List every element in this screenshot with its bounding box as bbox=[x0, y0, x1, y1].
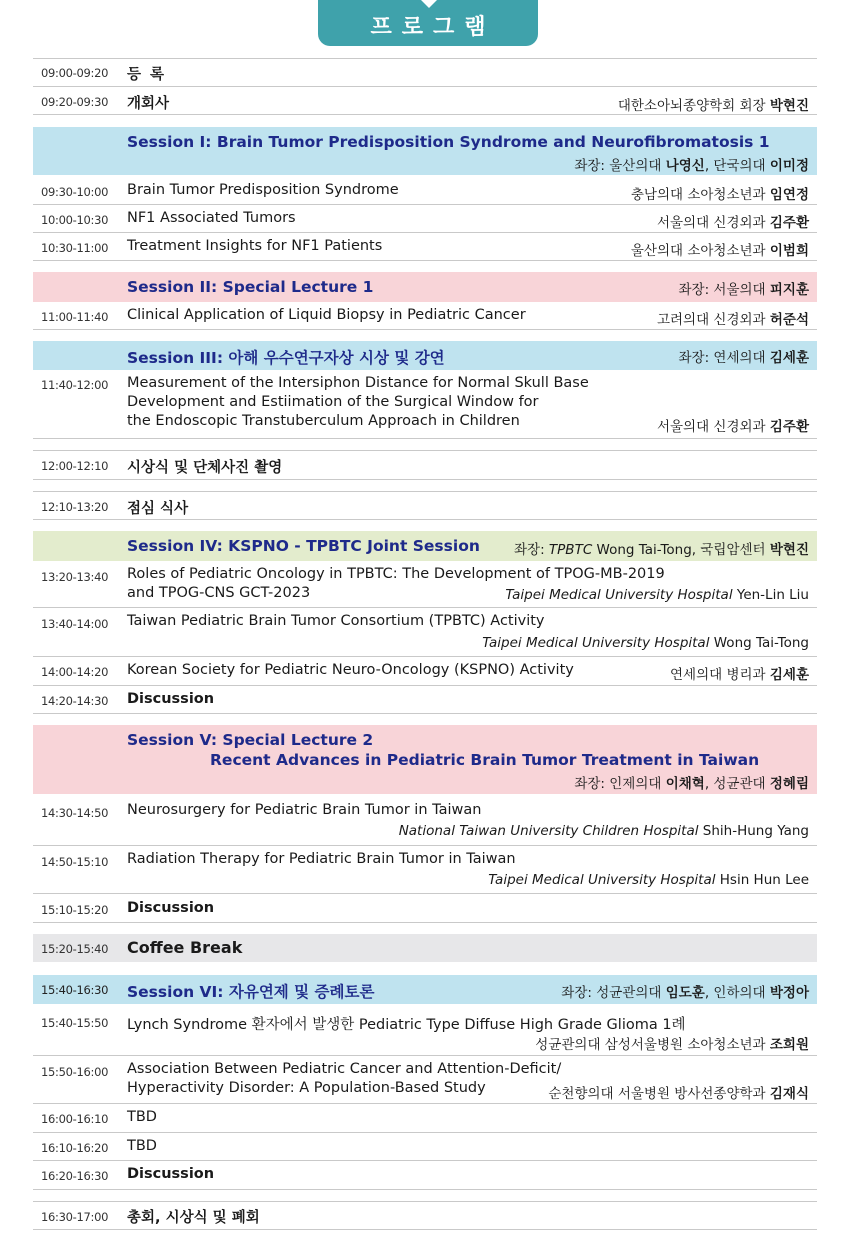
row-title: 점심 식사 bbox=[127, 501, 189, 517]
divider bbox=[33, 519, 817, 520]
chair-prefix: 좌장: 서울의대 bbox=[678, 282, 770, 298]
speaker-name: 허준석 bbox=[769, 312, 809, 328]
row-title: Brain Tumor Predisposition Syndrome bbox=[127, 182, 399, 198]
speaker bbox=[670, 663, 809, 683]
chair-org: TPBTC bbox=[548, 542, 593, 558]
time: 10:30-11:00 bbox=[41, 241, 109, 255]
chair-mid: , 국립암센터 bbox=[691, 542, 770, 558]
schedule-row bbox=[33, 205, 817, 233]
row-title: NF1 Associated Tumors bbox=[127, 210, 296, 226]
session-title-line: Recent Advances in Pediatric Brain Tumor Treatment in Taiwan bbox=[210, 751, 760, 769]
speaker-name: Wong Tai-Tong bbox=[713, 635, 809, 651]
speaker-affiliation: 연세의대 병리과 bbox=[670, 667, 770, 683]
schedule-row bbox=[33, 797, 817, 845]
session-title: Session II: Special Lecture 1 bbox=[127, 278, 374, 296]
speaker-name: Yen-Lin Liu bbox=[736, 587, 809, 603]
time: 09:30-10:00 bbox=[41, 185, 109, 199]
row-title: Treatment Insights for NF1 Patients bbox=[127, 238, 383, 254]
speaker-affiliation: 성균관의대 삼성서울병원 소아청소년과 bbox=[535, 1037, 770, 1053]
speaker-name: 김세훈 bbox=[769, 667, 809, 683]
time: 16:20-16:30 bbox=[41, 1169, 109, 1183]
schedule-row bbox=[33, 86, 817, 114]
session-6-band bbox=[33, 975, 817, 1004]
row-title: Lynch Syndrome 환자에서 발생한 Pediatric Type Diffuse High Grade Glioma 1례 bbox=[127, 1017, 686, 1033]
speaker-affiliation: 서울의대 신경외과 bbox=[656, 419, 770, 435]
chair-name: 정혜림 bbox=[769, 776, 809, 792]
divider bbox=[33, 260, 817, 261]
time: 14:20-14:30 bbox=[41, 694, 109, 708]
speaker-affiliation: 고려의대 신경외과 bbox=[656, 312, 770, 328]
page-title: 프로그램 bbox=[370, 15, 496, 40]
session-title: Session III: 아해 우수연구자상 시상 및 강연 bbox=[127, 349, 445, 367]
divider bbox=[33, 922, 817, 923]
time: 13:40-14:00 bbox=[41, 617, 109, 631]
session-chair bbox=[678, 278, 809, 298]
chair-prefix: 좌장: 연세의대 bbox=[678, 350, 770, 366]
divider bbox=[33, 713, 817, 714]
speaker-affiliation: Taipei Medical University Hospital bbox=[482, 635, 714, 651]
time: 14:00-14:20 bbox=[41, 665, 109, 679]
speaker bbox=[548, 1082, 809, 1102]
time: 12:00-12:10 bbox=[41, 459, 109, 473]
row-title: 등 록 bbox=[127, 67, 165, 83]
speaker bbox=[618, 94, 809, 114]
schedule-row bbox=[33, 302, 817, 330]
session-3-band bbox=[33, 341, 817, 370]
chair-prefix: 좌장: 성균관의대 bbox=[561, 985, 666, 1001]
row-title: Discussion bbox=[127, 691, 215, 707]
session-chair bbox=[574, 772, 809, 792]
schedule-row bbox=[33, 846, 817, 894]
row-title: Taiwan Pediatric Brain Tumor Consortium (TPBTC) Activity bbox=[127, 613, 545, 629]
row-title: TBD bbox=[127, 1109, 157, 1125]
row-title: Clinical Application of Liquid Biopsy in Pediatric Cancer bbox=[127, 307, 526, 323]
session-chair bbox=[678, 346, 809, 366]
chair-prefix: 좌장: 인제의대 bbox=[574, 776, 666, 792]
speaker bbox=[657, 211, 809, 231]
session-chair bbox=[561, 981, 809, 1001]
schedule-row bbox=[33, 1104, 817, 1132]
speaker-affiliation: 서울의대 신경외과 bbox=[656, 215, 770, 231]
speaker-name: 조희원 bbox=[769, 1037, 809, 1053]
schedule-row bbox=[33, 562, 817, 608]
time: 15:20-15:40 bbox=[41, 942, 109, 956]
time: 16:30-17:00 bbox=[41, 1210, 109, 1224]
speaker bbox=[657, 415, 809, 435]
speaker-affiliation: Taipei Medical University Hospital bbox=[505, 587, 737, 603]
schedule-row bbox=[33, 451, 817, 479]
schedule-row bbox=[33, 657, 817, 685]
time: 15:40-15:50 bbox=[41, 1016, 109, 1030]
row-title: Neurosurgery for Pediatric Brain Tumor in Taiwan bbox=[127, 802, 482, 818]
session-5-band bbox=[33, 725, 817, 794]
program-header-tab bbox=[318, 0, 538, 46]
speaker-affiliation: 순천향의대 서울병원 방사선종양학과 bbox=[548, 1086, 770, 1102]
chair-name: Wong Tai-Tong bbox=[592, 542, 692, 558]
chair-prefix: 좌장: 울산의대 bbox=[574, 158, 666, 174]
row-title-line: Hyperactivity Disorder: A Population-Based Study bbox=[127, 1080, 486, 1096]
schedule-row bbox=[33, 492, 817, 520]
session-title: Session IV: KSPNO - TPBTC Joint Session bbox=[127, 537, 480, 555]
speaker-name: 김주환 bbox=[769, 419, 809, 435]
session-chair bbox=[574, 154, 809, 174]
schedule-row bbox=[33, 1133, 817, 1161]
row-title: TBD bbox=[127, 1138, 157, 1154]
chair-name: 이미정 bbox=[769, 158, 809, 174]
time: 10:00-10:30 bbox=[41, 213, 109, 227]
speaker-name: Hsin Hun Lee bbox=[719, 872, 809, 888]
speaker-affiliation: Taipei Medical University Hospital bbox=[488, 872, 720, 888]
session-title-line: Session V: Special Lecture 2 bbox=[127, 731, 374, 749]
chair-name: 박현진 bbox=[769, 542, 809, 558]
chair-mid: , 단국의대 bbox=[704, 158, 770, 174]
header-notch bbox=[421, 0, 437, 8]
time: 16:00-16:10 bbox=[41, 1112, 109, 1126]
speaker-affiliation: 울산의대 소아청소년과 bbox=[630, 243, 770, 259]
speaker-name: 박현진 bbox=[769, 98, 809, 114]
row-title: Discussion bbox=[127, 1166, 215, 1182]
schedule-row bbox=[33, 686, 817, 713]
chair-mid: , 인하의대 bbox=[704, 985, 770, 1001]
schedule-row bbox=[33, 608, 817, 656]
speaker-affiliation: 충남의대 소아청소년과 bbox=[630, 187, 770, 203]
speaker bbox=[505, 587, 809, 603]
chair-prefix: 좌장: bbox=[514, 542, 549, 558]
time: 16:10-16:20 bbox=[41, 1141, 109, 1155]
chair-name: 이채혁 bbox=[665, 776, 705, 792]
schedule-row bbox=[33, 1056, 817, 1103]
session-1-band bbox=[33, 127, 817, 175]
time: 13:20-13:40 bbox=[41, 570, 109, 584]
schedule-row bbox=[33, 1008, 817, 1055]
speaker bbox=[482, 635, 809, 651]
time: 15:50-16:00 bbox=[41, 1065, 109, 1079]
time: 15:10-15:20 bbox=[41, 903, 109, 917]
session-title: Session VI: 자유연제 및 증례토론 bbox=[127, 983, 375, 1001]
row-title: 개회사 bbox=[127, 96, 170, 112]
divider bbox=[33, 329, 817, 330]
row-title-line: and TPOG-CNS GCT-2023 bbox=[127, 585, 311, 601]
divider bbox=[33, 1229, 817, 1230]
row-title-line: Roles of Pediatric Oncology in TPBTC: The Development of TPOG-MB-2019 bbox=[127, 566, 665, 582]
speaker-name: 이범희 bbox=[769, 243, 809, 259]
speaker-affiliation: 대한소아뇌종양학회 회장 bbox=[617, 98, 770, 114]
speaker bbox=[657, 308, 809, 328]
schedule-row bbox=[33, 233, 817, 261]
time: 09:20-09:30 bbox=[41, 95, 109, 109]
time: 12:10-13:20 bbox=[41, 500, 109, 514]
chair-name: 나영신 bbox=[665, 158, 705, 174]
chair-name: 김세훈 bbox=[769, 350, 809, 366]
speaker bbox=[399, 823, 809, 839]
chair-name: 피지훈 bbox=[769, 282, 809, 298]
speaker-name: 김주환 bbox=[769, 215, 809, 231]
session-2-band bbox=[33, 272, 817, 302]
chair-mid: , 성균관대 bbox=[704, 776, 770, 792]
row-title: 시상식 및 단체사진 촬영 bbox=[127, 460, 283, 476]
row-title: Radiation Therapy for Pediatric Brain Tumor in Taiwan bbox=[127, 851, 516, 867]
speaker bbox=[631, 183, 809, 203]
speaker bbox=[535, 1033, 809, 1053]
divider bbox=[33, 114, 817, 115]
time: 11:00-11:40 bbox=[41, 310, 109, 324]
divider bbox=[33, 438, 817, 439]
time: 11:40-12:00 bbox=[41, 378, 109, 392]
divider bbox=[33, 1189, 817, 1190]
row-title: Korean Society for Pediatric Neuro-Oncology (KSPNO) Activity bbox=[127, 662, 574, 678]
row-title: Discussion bbox=[127, 900, 215, 916]
divider bbox=[33, 479, 817, 480]
time: 14:50-15:10 bbox=[41, 855, 109, 869]
time: 09:00-09:20 bbox=[41, 66, 109, 80]
speaker-affiliation: National Taiwan University Children Hospital bbox=[398, 823, 703, 839]
speaker-name: 임연정 bbox=[769, 187, 809, 203]
coffee-break-band bbox=[33, 934, 817, 962]
schedule-row bbox=[33, 58, 817, 86]
speaker-name: Shih-Hung Yang bbox=[702, 823, 809, 839]
speaker bbox=[488, 872, 809, 888]
schedule-row bbox=[33, 370, 817, 438]
row-title-line: Association Between Pediatric Cancer and Attention-Deficit/ bbox=[127, 1061, 562, 1077]
row-title-line: Development and Estiimation of the Surgical Window for bbox=[127, 394, 539, 410]
chair-name: 박정아 bbox=[769, 985, 809, 1001]
session-chair bbox=[514, 538, 809, 558]
chair-name: 임도훈 bbox=[665, 985, 705, 1001]
row-title: Coffee Break bbox=[127, 938, 243, 957]
session-title: Session I: Brain Tumor Predisposition Syndrome and Neurofibromatosis 1 bbox=[127, 133, 770, 151]
row-title-line: the Endoscopic Transtuberculum Approach in Children bbox=[127, 413, 520, 429]
speaker bbox=[631, 239, 809, 259]
time: 14:30-14:50 bbox=[41, 806, 109, 820]
schedule-row bbox=[33, 177, 817, 205]
row-title-line: Measurement of the Intersiphon Distance for Normal Skull Base bbox=[127, 375, 589, 391]
schedule-row bbox=[33, 1202, 817, 1229]
time: 15:40-16:30 bbox=[41, 983, 109, 997]
schedule-row bbox=[33, 1161, 817, 1189]
session-4-band bbox=[33, 531, 817, 561]
schedule-row bbox=[33, 894, 817, 922]
speaker-name: 김재식 bbox=[769, 1086, 809, 1102]
row-title: 총회, 시상식 및 폐회 bbox=[127, 1210, 260, 1226]
